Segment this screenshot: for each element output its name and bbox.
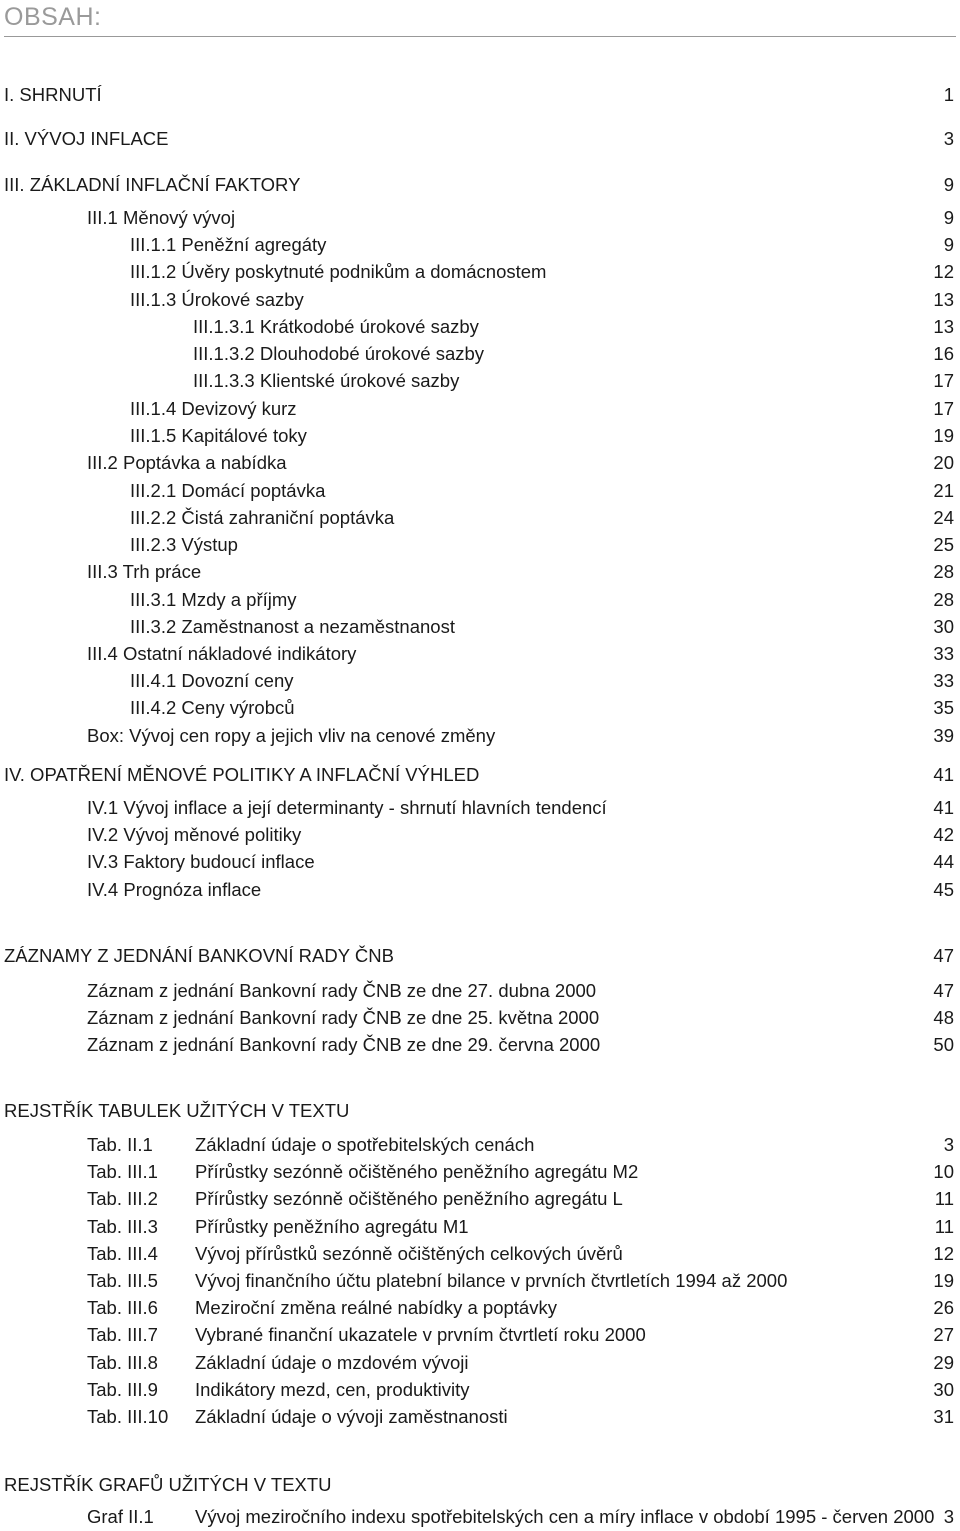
- table-index-page: 26: [933, 1297, 954, 1318]
- toc-entry-label: III.1.3.2 Dlouhodobé úrokové sazby: [193, 343, 485, 364]
- page-title: OBSAH:: [4, 3, 102, 31]
- charts-index-heading-label: REJSTŘÍK GRAFŮ UŽITÝCH V TEXTU: [4, 1474, 332, 1495]
- table-index-page: 10: [933, 1161, 954, 1182]
- toc-entry-page: 16: [933, 343, 954, 364]
- toc-entry-page: 45: [933, 879, 954, 900]
- toc-entry[interactable]: [0, 504, 960, 531]
- toc-entry-label: III.3.2 Zaměstnanost a nezaměstnanost: [130, 616, 455, 637]
- toc-entry-label: Box: Vývoj cen ropy a jejich vliv na cenové změny: [87, 725, 496, 746]
- table-index-row[interactable]: [0, 1185, 960, 1212]
- toc-entry-page: 17: [933, 370, 954, 391]
- toc-entry-label: III.2 Poptávka a nabídka: [87, 452, 287, 473]
- toc-entry[interactable]: [0, 821, 960, 848]
- table-index-page: 29: [933, 1352, 954, 1373]
- table-index-label: Vývoj přírůstků sezónně očištěných celkových úvěrů: [195, 1243, 623, 1264]
- minutes-item[interactable]: [0, 1004, 960, 1031]
- toc-entry-label: III.1.4 Devizový kurz: [130, 398, 297, 419]
- minutes-heading[interactable]: [0, 942, 960, 969]
- minutes-item[interactable]: [0, 1031, 960, 1058]
- toc-entry[interactable]: [0, 477, 960, 504]
- toc-entry-label: III.1.2 Úvěry poskytnuté podnikům a domácnostem: [130, 261, 547, 282]
- chart-index-label: Vývoj meziročního indexu spotřebitelských cen a míry inflace v období 1995 - červen 2000: [195, 1506, 935, 1527]
- toc-entry-label: IV.3 Faktory budoucí inflace: [87, 851, 315, 872]
- toc-entry-label: III.1.1 Peněžní agregáty: [130, 234, 327, 255]
- toc-entry-label: IV.2 Vývoj měnové politiky: [87, 824, 302, 845]
- table-index-row[interactable]: [0, 1267, 960, 1294]
- toc-entry-page: 20: [933, 452, 954, 473]
- table-index-row[interactable]: [0, 1213, 960, 1240]
- title-rule: [4, 36, 956, 37]
- table-index-number: Tab. III.2: [87, 1188, 158, 1209]
- table-index-page: 30: [933, 1379, 954, 1400]
- toc-entry-label: IV.4 Prognóza inflace: [87, 879, 262, 900]
- table-index-page: 31: [933, 1406, 954, 1427]
- minutes-item-label: Záznam z jednání Bankovní rady ČNB ze dne 29. června 2000: [87, 1034, 601, 1055]
- toc-entry[interactable]: [0, 81, 960, 108]
- toc-entry-page: 41: [933, 764, 954, 785]
- table-index-row[interactable]: [0, 1321, 960, 1348]
- toc-entry-label: III.3.1 Mzdy a příjmy: [130, 589, 297, 610]
- table-index-label: Základní údaje o spotřebitelských cenách: [195, 1134, 535, 1155]
- toc-entry[interactable]: [0, 586, 960, 613]
- toc-entry-label: IV. OPATŘENÍ MĚNOVÉ POLITIKY A INFLAČNÍ VÝHLED: [4, 764, 480, 785]
- toc-entry[interactable]: [0, 367, 960, 394]
- toc-entry-page: 35: [933, 697, 954, 718]
- toc-entry-page: 42: [933, 824, 954, 845]
- table-index-label: Přírůstky peněžního agregátu M1: [195, 1216, 469, 1237]
- table-index-number: Tab. II.1: [87, 1134, 153, 1155]
- toc-entry-label: III.4.1 Dovozní ceny: [130, 670, 294, 691]
- toc-entry-page: 13: [933, 289, 954, 310]
- minutes-item-page: 48: [933, 1007, 954, 1028]
- table-index-label: Základní údaje o vývoji zaměstnanosti: [195, 1406, 508, 1427]
- table-index-number: Tab. III.7: [87, 1324, 158, 1345]
- table-index-row[interactable]: [0, 1240, 960, 1267]
- tables-index-heading-label: REJSTŘÍK TABULEK UŽITÝCH V TEXTU: [4, 1100, 350, 1121]
- toc-entry-label: II. VÝVOJ INFLACE: [4, 128, 169, 149]
- table-index-page: 27: [933, 1324, 954, 1345]
- table-index-number: Tab. III.6: [87, 1297, 158, 1318]
- table-index-label: Meziroční změna reálné nabídky a poptávky: [195, 1297, 557, 1318]
- table-index-label: Vybrané finanční ukazatele v prvním čtvrtletí roku 2000: [195, 1324, 646, 1345]
- table-index-row[interactable]: [0, 1349, 960, 1376]
- tables-index-heading: [0, 1097, 960, 1124]
- minutes-item-label: Záznam z jednání Bankovní rady ČNB ze dne 25. května 2000: [87, 1007, 600, 1028]
- toc-entry[interactable]: [0, 422, 960, 449]
- toc-entry[interactable]: [0, 125, 960, 152]
- table-index-number: Tab. III.3: [87, 1216, 158, 1237]
- minutes-item-page: 47: [933, 980, 954, 1001]
- table-index-page: 3: [943, 1134, 954, 1155]
- toc-entry-page: 21: [933, 480, 954, 501]
- table-index-number: Tab. III.1: [87, 1161, 158, 1182]
- toc-entry-page: 1: [943, 84, 954, 105]
- table-index-label: Vývoj finančního účtu platební bilance v prvních čtvrtletích 1994 až 2000: [195, 1270, 788, 1291]
- toc-entry-label: III.1 Měnový vývoj: [87, 207, 236, 228]
- toc-entry-label: III.1.3.3 Klientské úrokové sazby: [193, 370, 460, 391]
- toc-entry[interactable]: [0, 640, 960, 667]
- toc-entry-label: III.1.3.1 Krátkodobé úrokové sazby: [193, 316, 479, 337]
- table-index-number: Tab. III.8: [87, 1352, 158, 1373]
- toc-entry-label: I. SHRNUTÍ: [4, 84, 102, 105]
- toc-entry-label: III.2.1 Domácí poptávka: [130, 480, 326, 501]
- toc-entry-page: 24: [933, 507, 954, 528]
- toc-entry-label: III.2.2 Čistá zahraniční poptávka: [130, 507, 395, 528]
- toc-entry[interactable]: [0, 231, 960, 258]
- toc-entry[interactable]: [0, 558, 960, 585]
- toc-entry-page: 17: [933, 398, 954, 419]
- table-index-number: Tab. III.9: [87, 1379, 158, 1400]
- toc-entry[interactable]: [0, 694, 960, 721]
- toc-entry-page: 30: [933, 616, 954, 637]
- toc-entry[interactable]: [0, 761, 960, 788]
- toc-entry[interactable]: [0, 794, 960, 821]
- table-index-row[interactable]: [0, 1403, 960, 1430]
- toc-entry-label: III.1.3 Úrokové sazby: [130, 289, 304, 310]
- table-index-page: 11: [934, 1216, 954, 1237]
- toc-entry-page: 41: [933, 797, 954, 818]
- table-index-row[interactable]: [0, 1158, 960, 1185]
- toc-entry[interactable]: [0, 313, 960, 340]
- table-index-row[interactable]: [0, 1376, 960, 1403]
- toc-entry[interactable]: [0, 258, 960, 285]
- toc-entry-page: 28: [933, 589, 954, 610]
- toc-entry-page: 28: [933, 561, 954, 582]
- toc-entry-label: III.4.2 Ceny výrobců: [130, 697, 295, 718]
- toc-entry-page: 9: [943, 207, 954, 228]
- toc-entry-label: III.3 Trh práce: [87, 561, 202, 582]
- toc-entry[interactable]: [0, 722, 960, 749]
- table-index-label: Indikátory mezd, cen, produktivity: [195, 1379, 470, 1400]
- toc-entry-page: 3: [943, 128, 954, 149]
- toc-entry[interactable]: [0, 531, 960, 558]
- toc-entry[interactable]: [0, 204, 960, 231]
- minutes-item-page: 50: [933, 1034, 954, 1055]
- toc-entry-page: 33: [933, 670, 954, 691]
- toc-entry[interactable]: [0, 848, 960, 875]
- minutes-heading-page: 47: [933, 945, 954, 966]
- toc-entry-label: IV.1 Vývoj inflace a její determinanty - shrnutí hlavních tendencí: [87, 797, 607, 818]
- table-index-row[interactable]: [0, 1294, 960, 1321]
- minutes-item[interactable]: [0, 977, 960, 1004]
- toc-entry[interactable]: [0, 286, 960, 313]
- table-index-number: Tab. III.5: [87, 1270, 158, 1291]
- toc-entry[interactable]: [0, 876, 960, 903]
- table-index-page: 19: [933, 1270, 954, 1291]
- toc-entry-label: III.1.5 Kapitálové toky: [130, 425, 307, 446]
- table-index-label: Přírůstky sezónně očištěného peněžního agregátu M2: [195, 1161, 639, 1182]
- toc-entry-label: III.4 Ostatní nákladové indikátory: [87, 643, 357, 664]
- table-index-label: Přírůstky sezónně očištěného peněžního agregátu L: [195, 1188, 623, 1209]
- toc-entry[interactable]: [0, 395, 960, 422]
- chart-index-row[interactable]: [0, 1503, 960, 1530]
- toc-entry[interactable]: [0, 613, 960, 640]
- toc-entry-page: 44: [933, 851, 954, 872]
- toc-entry[interactable]: [0, 667, 960, 694]
- toc-entry-page: 33: [933, 643, 954, 664]
- table-index-page: 11: [934, 1188, 954, 1209]
- toc-entry-page: 25: [933, 534, 954, 555]
- toc-entry-label: III.2.3 Výstup: [130, 534, 238, 555]
- toc-entry-page: 13: [933, 316, 954, 337]
- table-index-page: 12: [933, 1243, 954, 1264]
- table-index-row[interactable]: [0, 1131, 960, 1158]
- table-index-number: Tab. III.10: [87, 1406, 169, 1427]
- chart-index-page: 3: [943, 1506, 954, 1527]
- toc-entry-page: 39: [933, 725, 954, 746]
- toc-entry-page: 9: [943, 234, 954, 255]
- toc-entry-page: 9: [943, 174, 954, 195]
- toc-entry-label: III. ZÁKLADNÍ INFLAČNÍ FAKTORY: [4, 174, 301, 195]
- toc-entry[interactable]: [0, 449, 960, 476]
- charts-index-heading: [0, 1471, 960, 1498]
- toc-entry[interactable]: [0, 171, 960, 198]
- toc-entry-page: 12: [933, 261, 954, 282]
- table-index-number: Tab. III.4: [87, 1243, 158, 1264]
- minutes-heading-label: ZÁZNAMY Z JEDNÁNÍ BANKOVNÍ RADY ČNB: [4, 945, 394, 966]
- chart-index-number: Graf II.1: [87, 1506, 154, 1527]
- toc-entry-page: 19: [933, 425, 954, 446]
- table-index-label: Základní údaje o mzdovém vývoji: [195, 1352, 469, 1373]
- minutes-item-label: Záznam z jednání Bankovní rady ČNB ze dne 27. dubna 2000: [87, 980, 597, 1001]
- toc-entry[interactable]: [0, 340, 960, 367]
